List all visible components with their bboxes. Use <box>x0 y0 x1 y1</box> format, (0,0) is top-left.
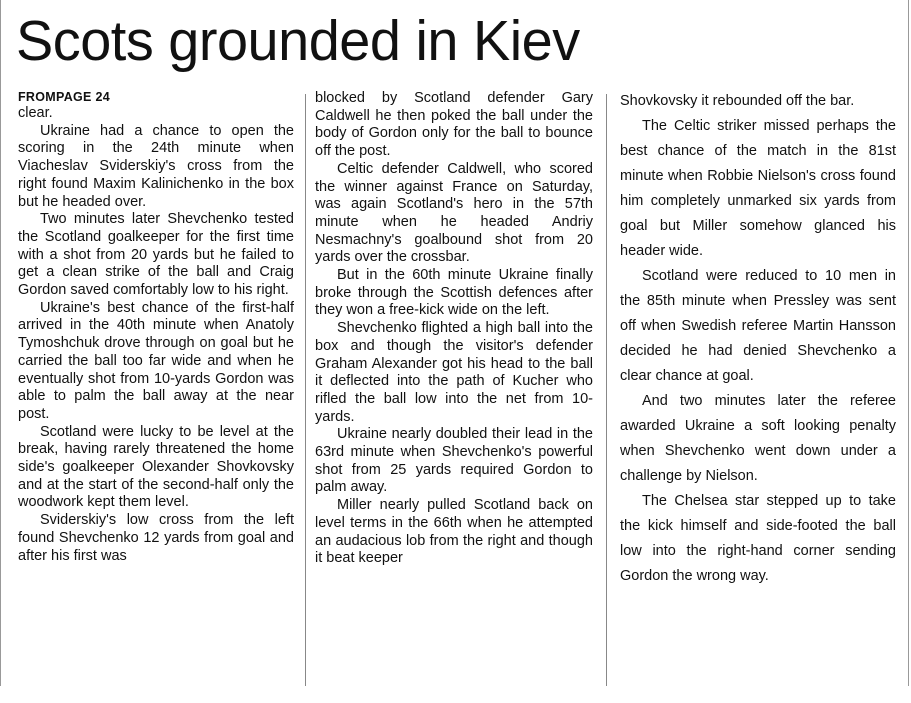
paragraph: Ukraine had a chance to open the scoring in the 24th minute when Viacheslav Sviderskiy's cross from the right found Maxim Kalinichenko in the box but he headed over. <box>18 122 294 210</box>
paragraph: blocked by Scotland defender Gary Caldwell he then poked the ball under the body of Gordon only for the ball to bounce off the post. <box>315 90 593 160</box>
paragraph: Miller nearly pulled Scotland back on level terms in the 66th when he attempted an audacious lob from the right and though it beat keeper <box>315 497 593 567</box>
paragraph: Shovkovsky it rebounded off the bar. <box>620 93 855 109</box>
paragraph: Two minutes later Shevchenko tested the Scotland goalkeeper for the first time with a shot from 20 yards but he failed to get a clean strike of the ball and Craig Gordon saved comfortably low to his right. <box>18 211 294 299</box>
article-column-1 <box>18 90 294 686</box>
paragraph: The Celtic striker missed perhaps the best chance of the match in the 81st minute when Robbie Nielson's cross found him completely unmarked six yards from goal but Miller somehow glanced his header wide. <box>620 118 896 259</box>
article-column-2 <box>315 90 593 686</box>
column-divider <box>606 94 607 686</box>
paragraph: The Chelsea star stepped up to take the kick himself and side-footed the ball low into the right-hand corner sending Gordon the wrong way. <box>620 493 896 584</box>
paragraph: But in the 60th minute Ukraine finally broke through the Scottish defences after they won a free-kick wide on the left. <box>315 267 593 319</box>
paragraph: Shevchenko flighted a high ball into the box and though the visitor's defender Graham Alexander got his head to the ball it deflected into the path of Kucher who rifled the ball low into the net from 10-yards. <box>315 320 593 425</box>
paragraph: Celtic defender Caldwell, who scored the winner against France on Saturday, was again Scotland's hero in the 57th minute when he headed Andriy Nesmachny's goalbound shot from 20 yards over the crossbar. <box>315 160 593 266</box>
jump-line: FROMPAGE 24 <box>18 90 110 104</box>
paragraph: Ukraine nearly doubled their lead in the 63rd minute when Shevchenko's powerful shot from 25 yards required Gordon to palm away. <box>315 426 593 496</box>
column-divider <box>305 94 306 686</box>
article-column-3 <box>620 89 896 685</box>
paragraph: Scotland were reduced to 10 men in the 85th minute when Pressley was sent off when Swedish referee Martin Hansson decided he had denied Shevchenko a clear chance at goal. <box>620 268 896 384</box>
paragraph: Sviderskiy's low cross from the left found Shevchenko 12 yards from goal and after his first was <box>18 512 294 564</box>
paragraph: And two minutes later the referee awarded Ukraine a soft looking penalty when Shevchenko went down under a challenge by Nielson. <box>620 393 896 484</box>
paragraph: clear. <box>18 105 53 121</box>
paragraph: Ukraine's best chance of the first-half arrived in the 40th minute when Anatoly Tymoshchuk drove through on goal but he carried the ball too far wide and when he eventually shot from 10-yards Gordon was able to palm the ball away at the near post. <box>18 299 294 422</box>
headline: Scots grounded in Kiev <box>16 9 580 73</box>
paragraph: Scotland were lucky to be level at the break, having rarely threatened the home side's goalkeeper Olexander Shovkovsky and at the start of the second-half only the woodwork kept them level. <box>18 423 294 511</box>
